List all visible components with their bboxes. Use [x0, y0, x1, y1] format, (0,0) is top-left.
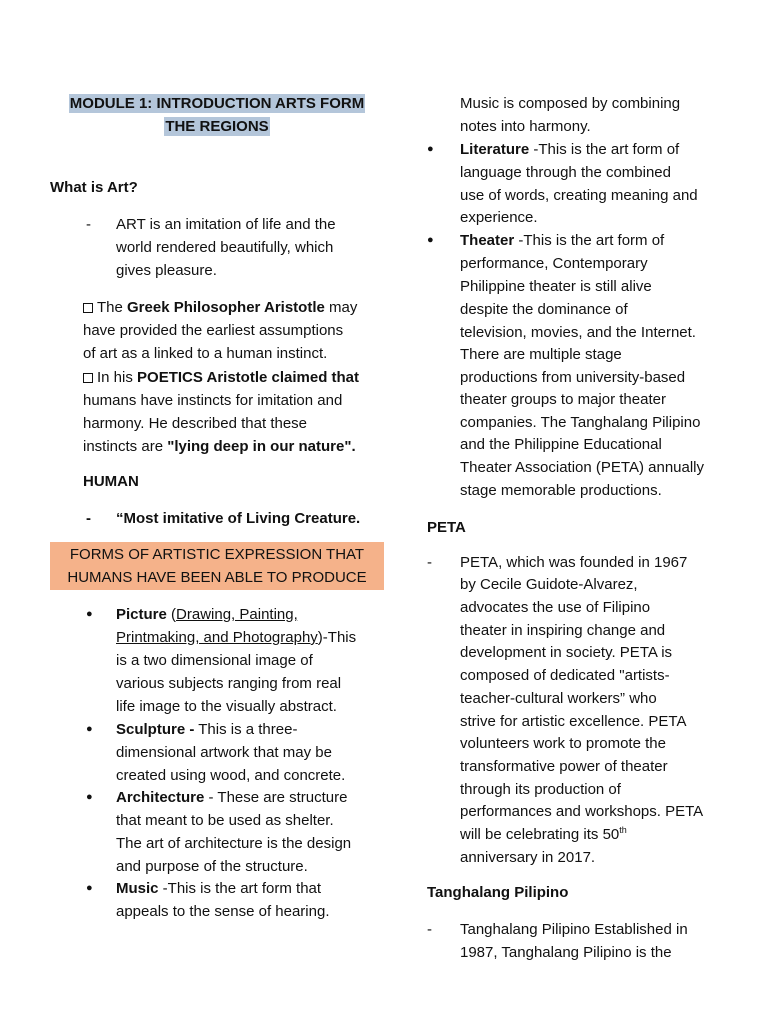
peta-line-13: will be celebrating its 50th	[460, 825, 627, 843]
poetics-line-2: humans have instincts for imitation and	[83, 392, 343, 409]
theater-line-4: despite the dominance of	[460, 301, 628, 318]
theater-line-9: companies. The Tanghalang Pilipino	[460, 414, 701, 431]
music-line-1: Music -This is the art form that	[116, 880, 322, 897]
aristotle-line-3: of art as a linked to a human instinct.	[83, 345, 328, 362]
tanghalang-heading: Tanghalang Pilipino	[427, 884, 569, 901]
peta-line-10: transformative power of theater	[460, 758, 668, 775]
architecture-line-3: The art of architecture is the design	[116, 835, 352, 852]
theater-line-12: stage memorable productions.	[460, 482, 662, 499]
sculpture-line-2: dimensional artwork that may be	[116, 744, 332, 761]
theater-line-10: and the Philippine Educational	[460, 436, 662, 453]
literature-line-3: use of words, creating meaning and	[460, 187, 698, 204]
bullet-icon: ●	[86, 608, 93, 620]
theater-line-3: Philippine theater is still alive	[460, 278, 652, 295]
peta-heading: PETA	[427, 519, 466, 536]
peta-line-8: strive for artistic excellence. PETA	[460, 713, 687, 730]
checkbox-icon	[83, 303, 93, 313]
theater-line-8: theater groups to major theater	[460, 391, 666, 408]
forms-heading-line-1: FORMS OF ARTISTIC EXPRESSION THAT	[69, 546, 365, 563]
peta-line-4: theater in inspiring change and	[460, 622, 666, 639]
peta-line-2: by Cecile Guidote-Alvarez,	[460, 576, 638, 593]
literature-line-2: language through the combined	[460, 164, 671, 181]
art-definition-line-2: world rendered beautifully, which	[116, 239, 334, 256]
module-title	[64, 92, 370, 138]
tanghalang-line-1: Tanghalang Pilipino Established in	[460, 921, 688, 938]
theater-line-7: productions from university-based	[460, 369, 686, 386]
art-definition-line-1: ART is an imitation of life and the	[116, 216, 336, 233]
dash-marker: -	[86, 216, 91, 233]
poetics-line-1: In his POETICS Aristotle claimed that	[83, 366, 359, 389]
theater-line-2: performance, Contemporary	[460, 255, 648, 272]
dash-marker: -	[427, 554, 432, 571]
peta-line-1: PETA, which was founded in 1967	[460, 554, 688, 571]
theater-line-6: There are multiple stage	[460, 346, 622, 363]
module-title-line-2: THE REGIONS	[165, 118, 269, 135]
peta-line-5: development in society. PETA is	[460, 644, 673, 661]
bullet-icon: ●	[86, 723, 93, 735]
poetics-line-3: harmony. He described that these	[83, 415, 308, 432]
peta-line-3: advocates the use of Filipino	[460, 599, 651, 616]
architecture-line-2: that meant to be used as shelter.	[116, 812, 334, 829]
peta-line-7: teacher-cultural workers” who	[460, 690, 657, 707]
tanghalang-line-2: 1987, Tanghalang Pilipino is the	[460, 944, 672, 961]
sculpture-line-3: created using wood, and concrete.	[116, 767, 346, 784]
sculpture-line-1: Sculpture - This is a three-	[116, 721, 298, 738]
checkbox-icon	[83, 373, 93, 383]
bullet-icon: ●	[427, 234, 434, 246]
bullet-icon: ●	[86, 882, 93, 894]
architecture-line-4: and purpose of the structure.	[116, 858, 308, 875]
literature-line-1: Literature -This is the art form of	[460, 141, 680, 158]
music-continued-line-2: notes into harmony.	[460, 118, 591, 135]
peta-line-12: performances and workshops. PETA	[460, 803, 704, 820]
what-is-art-heading: What is Art?	[50, 179, 138, 196]
bullet-icon: ●	[86, 791, 93, 803]
human-quote-text: “Most imitative of Living Creature.	[116, 510, 361, 527]
music-line-2: appeals to the sense of hearing.	[116, 903, 330, 920]
theater-line-1: Theater -This is the art form of	[460, 232, 665, 249]
forms-heading-line-2: HUMANS HAVE BEEN ABLE TO PRODUCE	[67, 569, 367, 586]
peta-line-9: volunteers work to promote the	[460, 735, 666, 752]
music-continued-line-1: Music is composed by combining	[460, 95, 681, 112]
bullet-icon: ●	[427, 143, 434, 155]
theater-line-5: television, movies, and the Internet.	[460, 324, 696, 341]
human-heading: HUMAN	[83, 473, 139, 490]
architecture-line-1: Architecture - These are structure	[116, 789, 348, 806]
aristotle-line-1: The Greek Philosopher Aristotle may	[83, 296, 357, 319]
dash-marker: -	[86, 510, 91, 527]
picture-line-5: life image to the visually abstract.	[116, 698, 337, 715]
theater-line-11: Theater Association (PETA) annually	[460, 459, 705, 476]
peta-line-14: anniversary in 2017.	[460, 849, 596, 866]
literature-line-4: experience.	[460, 209, 538, 226]
picture-line-1: Picture (Drawing, Painting,	[116, 606, 298, 623]
poetics-line-4: instincts are "lying deep in our nature".	[83, 438, 356, 455]
picture-line-4: various subjects ranging from real	[116, 675, 342, 692]
picture-line-3: is a two dimensional image of	[116, 652, 313, 669]
aristotle-line-2: have provided the earliest assumptions	[83, 322, 344, 339]
peta-line-11: through its production of	[460, 781, 621, 798]
dash-marker: -	[427, 921, 432, 938]
art-definition-line-3: gives pleasure.	[116, 262, 217, 279]
peta-line-6: composed of dedicated "artists-	[460, 667, 670, 684]
picture-line-2: Printmaking, and Photography)-This	[116, 629, 357, 646]
forms-heading-box	[50, 542, 384, 590]
module-title-line-1: MODULE 1: INTRODUCTION ARTS FORM	[69, 95, 365, 112]
